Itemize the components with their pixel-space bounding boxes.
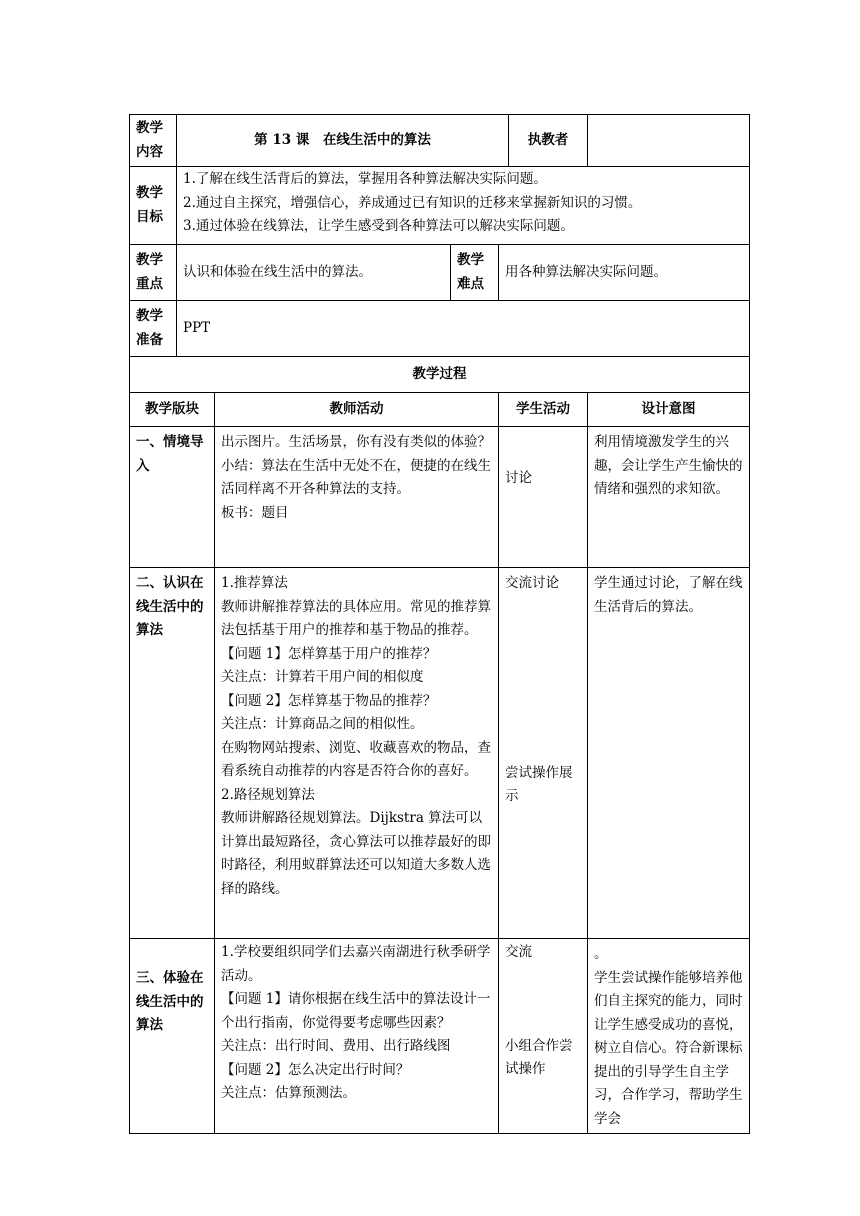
student-activity <box>499 427 588 568</box>
teacher-value <box>588 115 750 167</box>
design-intent <box>588 427 750 568</box>
design-intent-line: 学生通过讨论，了解在线生活背后的算法。 <box>594 575 743 615</box>
lesson-plan-table <box>129 114 750 1134</box>
student-activity-line: 尝试操作展示 <box>505 764 573 804</box>
student-activity <box>499 939 588 1134</box>
teacher-activity-line: 教师讲解推荐算法的具体应用。常见的推荐算法包括基于用户的推荐和基于物品的推荐。 <box>221 598 491 638</box>
design-intent <box>588 939 750 1134</box>
student-activity <box>499 568 588 939</box>
section-name: 二、认识在线生活中的算法 <box>130 568 215 939</box>
section-name: 三、体验在线生活中的算法 <box>130 939 215 1134</box>
student-activity-line: 小组合作尝试操作 <box>505 1037 573 1077</box>
column-header: 学生活动 <box>499 393 588 427</box>
teacher-activity <box>215 427 499 568</box>
teacher-label: 执教者 <box>509 115 588 167</box>
teacher-activity-line: 2.路径规划算法 <box>221 786 315 803</box>
student-activity-line: 讨论 <box>505 470 532 486</box>
design-intent-line: 。 <box>594 946 608 962</box>
process-section-row <box>130 568 750 939</box>
design-intent-line: 学生尝试操作能够培养他们自主探究的能力，同时让学生感受成功的喜悦，树立自信心。符合新课标提出的引导学生自主学习，合作学习，帮助学生学会 <box>594 969 743 1127</box>
focus-row <box>130 245 750 301</box>
process-title: 教学过程 <box>130 357 750 393</box>
student-activity-line: 交流讨论 <box>505 575 559 591</box>
teacher-activity-line: 关注点：计算若干用户间的相似度 <box>221 669 424 685</box>
key-point-label: 教学重点 <box>130 245 177 301</box>
design-intent-line: 利用情境激发学生的兴趣，会让学生产生愉快的情绪和强烈的求知欲。 <box>594 434 743 497</box>
teacher-activity-line: 在购物网站搜索、浏览、收藏喜欢的物品，查看系统自动推荐的内容是否符合你的喜好。 <box>221 739 491 779</box>
teacher-activity-line: 【问题 1】怎样算基于用户的推荐？ <box>221 645 437 662</box>
column-header: 设计意图 <box>588 393 750 427</box>
teacher-activity-line: 关注点：计算商品之间的相似性。 <box>221 716 424 732</box>
process-section-row <box>130 427 750 568</box>
column-header: 教学版块 <box>130 393 215 427</box>
teacher-activity-line: 【问题 2】怎样算基于物品的推荐？ <box>221 692 437 709</box>
teacher-activity-line: 1.推荐算法 <box>221 575 288 591</box>
key-point-text: 认识和体验在线生活中的算法。 <box>177 245 451 301</box>
teacher-activity-line: 关注点：估算预测法。 <box>221 1085 356 1101</box>
goals-row <box>130 167 750 245</box>
prep-text: PPT <box>177 301 750 357</box>
teacher-activity-line: 【问题 2】怎么决定出行时间？ <box>221 1061 410 1078</box>
process-header-row <box>130 393 750 427</box>
section-name: 一、情境导入 <box>130 427 215 568</box>
goals-label: 教学目标 <box>130 167 177 245</box>
difficulty-label: 教学难点 <box>451 245 499 301</box>
content-label: 教学内容 <box>130 115 177 167</box>
process-title-row <box>130 357 750 393</box>
student-activity-line: 交流 <box>505 944 532 960</box>
teacher-activity-line: 1.学校要组织同学们去嘉兴南湖进行秋季研学活动。 <box>221 944 491 984</box>
prep-row <box>130 301 750 357</box>
teacher-activity-line: 教师讲解路径规划算法。Dijkstra 算法可以计算出最短路径，贪心算法可以推荐最好的即时路径，利用蚁群算法还可以知道大多数人选择的路线。 <box>221 810 491 897</box>
goal-item: 1.了解在线生活背后的算法，掌握用各种算法解决实际问题。 <box>183 171 547 187</box>
column-header: 教师活动 <box>215 393 499 427</box>
teacher-activity-line: 关注点：出行时间、费用、出行路线图 <box>221 1038 451 1054</box>
goal-item: 3.通过体验在线算法，让学生感受到各种算法可以解决实际问题。 <box>183 218 574 234</box>
design-intent <box>588 568 750 939</box>
teacher-activity-line: 板书：题目 <box>221 504 289 521</box>
teacher-activity-line: 小结：算法在生活中无处不在，便捷的在线生活同样离不开各种算法的支持。 <box>221 457 491 497</box>
teacher-activity-line: 出示图片。生活场景，你有没有类似的体验？ <box>221 434 491 450</box>
goals-list <box>177 167 750 245</box>
process-section-row <box>130 939 750 1134</box>
difficulty-text: 用各种算法解决实际问题。 <box>499 245 750 301</box>
prep-label: 教学准备 <box>130 301 177 357</box>
header-row <box>130 115 750 167</box>
teacher-activity-line: 【问题 1】请你根据在线生活中的算法设计一个出行指南，你觉得要考虑哪些因素？ <box>221 991 491 1031</box>
teacher-activity <box>215 939 499 1134</box>
goal-item: 2.通过自主探究，增强信心，养成通过已有知识的迁移来掌握新知识的习惯。 <box>183 194 642 211</box>
lesson-title: 第 13 课 在线生活中的算法 <box>177 115 509 167</box>
teacher-activity <box>215 568 499 939</box>
